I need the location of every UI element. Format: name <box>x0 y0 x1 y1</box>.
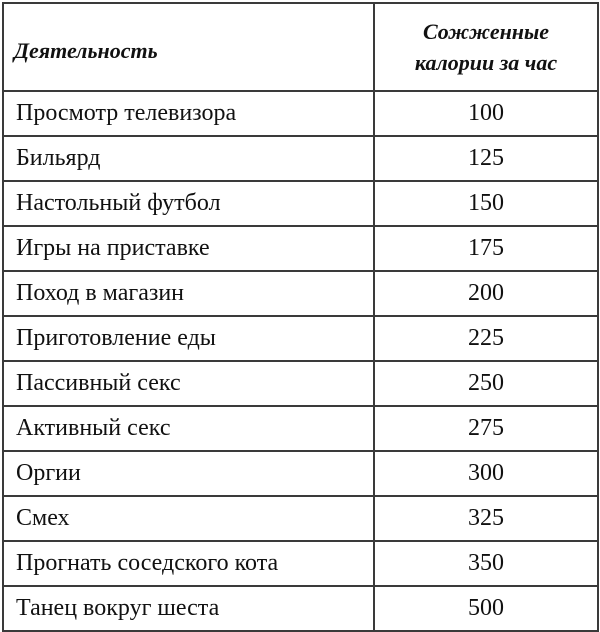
table-body <box>3 91 598 631</box>
table-row <box>3 91 598 136</box>
header-calories-line2: калории за час <box>414 50 558 75</box>
activity-cell: Пассивный секс <box>3 361 374 406</box>
activity-cell: Оргии <box>3 451 374 496</box>
table-row <box>3 586 598 631</box>
table-row <box>3 541 598 586</box>
header-calories-line1: Сожженные <box>422 19 550 44</box>
table-row <box>3 406 598 451</box>
table-row <box>3 451 598 496</box>
calories-cell: 350 <box>374 541 598 586</box>
table-row <box>3 271 598 316</box>
activity-cell: Прогнать соседского кота <box>3 541 374 586</box>
table-row <box>3 361 598 406</box>
activity-cell: Бильярд <box>3 136 374 181</box>
table-row <box>3 316 598 361</box>
header-activity: Деятельность <box>3 3 374 91</box>
calories-table-container <box>2 2 597 632</box>
calories-cell: 300 <box>374 451 598 496</box>
calories-cell: 250 <box>374 361 598 406</box>
activity-cell: Поход в магазин <box>3 271 374 316</box>
header-calories <box>374 3 598 91</box>
calories-cell: 325 <box>374 496 598 541</box>
table-row <box>3 136 598 181</box>
calories-cell: 225 <box>374 316 598 361</box>
table-header <box>3 3 598 91</box>
calories-cell: 150 <box>374 181 598 226</box>
calories-cell: 275 <box>374 406 598 451</box>
header-row <box>3 3 598 91</box>
activity-cell: Танец вокруг шеста <box>3 586 374 631</box>
calories-cell: 100 <box>374 91 598 136</box>
activity-cell: Активный секс <box>3 406 374 451</box>
activity-cell: Игры на приставке <box>3 226 374 271</box>
calories-cell: 500 <box>374 586 598 631</box>
table-row <box>3 181 598 226</box>
table-row <box>3 496 598 541</box>
calories-cell: 200 <box>374 271 598 316</box>
calories-cell: 175 <box>374 226 598 271</box>
activity-cell: Просмотр телевизора <box>3 91 374 136</box>
activity-cell: Смех <box>3 496 374 541</box>
table-row <box>3 226 598 271</box>
calories-table <box>2 2 599 632</box>
calories-cell: 125 <box>374 136 598 181</box>
activity-cell: Приготовление еды <box>3 316 374 361</box>
activity-cell: Настольный футбол <box>3 181 374 226</box>
